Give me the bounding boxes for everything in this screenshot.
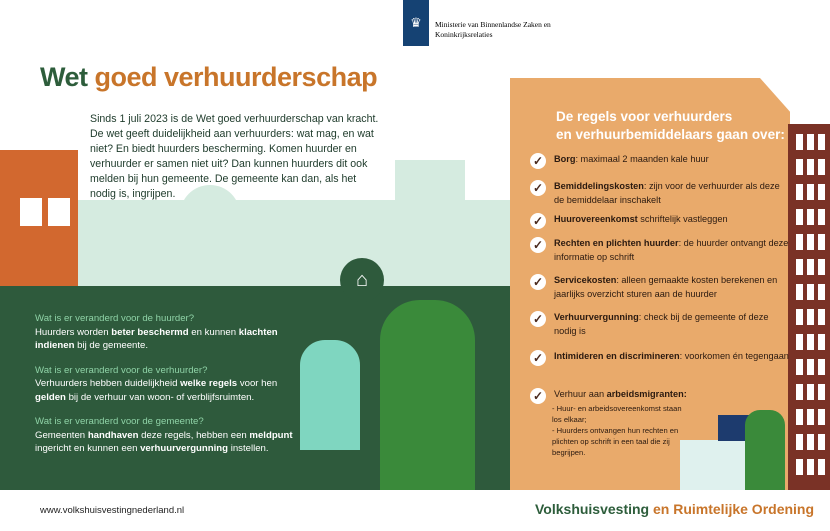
crest-icon: ♛ <box>403 0 429 46</box>
answer <box>35 429 295 456</box>
intro-text: Sinds 1 juli 2023 is de Wet goed verhuurderschap van kracht. De wet geeft duidelijkheid aan verhuurders: wat mag, en wat niet? En biedt huurders bescherming. Komen huurder en verhuurder er samen niet uit? Dan kunnen huurders dit ook melden bij hun gemeente. De gemeente kan dan, als het nodig is, ingrijpen. <box>90 113 379 200</box>
answer-bold: verhuurvergunning <box>140 443 229 454</box>
qa-block-gemeente <box>35 415 295 456</box>
building-window <box>807 234 814 250</box>
rule-rest: : voorkomen én tegengaan <box>679 351 789 361</box>
rule-text <box>554 388 687 404</box>
building-window <box>807 409 814 425</box>
answer-bold: gelden <box>35 391 66 403</box>
rule-rest: : alleen gemaakte kosten berekenen en jaarlijks overzicht sturen aan de huurder <box>554 275 778 299</box>
building-window <box>818 459 825 475</box>
answer-bold: klachten indienen <box>35 326 278 351</box>
rules-heading-line2: en verhuurbemiddelaars gaan over: <box>556 127 785 142</box>
rule-text <box>554 213 728 229</box>
rule-rest: schriftelijk vastleggen <box>637 214 728 224</box>
checkmark-icon: ✓ <box>530 153 546 169</box>
people-illustration <box>380 300 475 490</box>
house-window <box>48 198 70 226</box>
building-window <box>796 134 803 150</box>
building-window <box>807 259 814 275</box>
answer-text: Gemeenten <box>35 429 88 441</box>
brand-part2: en Ruimtelijke Ordening <box>649 501 815 517</box>
answer-text: en kunnen <box>188 326 239 338</box>
skyline-tower <box>395 160 465 290</box>
rule-item <box>530 311 790 338</box>
rule-text <box>554 237 790 264</box>
question: Wat is er veranderd voor de verhuurder? <box>35 364 208 376</box>
rule-rest: : check bij de gemeente of deze nodig is <box>554 312 769 336</box>
title-part2: goed verhuurderschap <box>87 62 378 92</box>
answer-text: ingericht en kunnen een <box>35 443 141 454</box>
checkmark-icon: ✓ <box>530 180 546 196</box>
ministry-logo <box>403 0 585 46</box>
building-window <box>796 309 803 325</box>
building-window <box>807 309 814 325</box>
footer-brand <box>535 501 814 517</box>
qa-block-huurder <box>35 312 295 353</box>
rule-text <box>554 274 790 301</box>
house-hands-icon: ⌂ <box>340 258 384 302</box>
rule-item <box>530 350 790 366</box>
answer-bold: beter beschermd <box>111 326 189 338</box>
question: Wat is er veranderd voor de gemeente? <box>35 416 204 427</box>
answer-text: voor hen <box>237 378 278 389</box>
rule-text <box>554 311 790 338</box>
building-window <box>796 359 803 375</box>
building-window <box>807 184 814 200</box>
question: Wat is er veranderd voor de huurder? <box>35 313 195 324</box>
qa-section <box>35 312 295 467</box>
building-window <box>796 459 803 475</box>
rule-bold: arbeidsmigranten: <box>606 389 687 399</box>
building-window <box>796 209 803 225</box>
building-window <box>818 384 825 400</box>
building-window <box>818 334 825 350</box>
answer-text: deze regels, hebben een <box>138 429 250 441</box>
building-window <box>796 259 803 275</box>
building-window <box>818 259 825 275</box>
building-window <box>796 234 803 250</box>
building-window <box>807 209 814 225</box>
skyline-shape <box>180 185 240 285</box>
building-window <box>818 434 825 450</box>
building-window <box>818 409 825 425</box>
qa-block-verhuurder <box>35 364 295 405</box>
answer-text: bij de gemeente. <box>74 340 149 351</box>
building-window <box>818 234 825 250</box>
rule-item <box>530 388 790 404</box>
rules-heading <box>556 108 785 144</box>
title-part1: Wet <box>40 62 88 92</box>
answer <box>35 326 295 353</box>
building-window <box>818 209 825 225</box>
answer-text: Huurders worden <box>35 326 112 338</box>
rule-item <box>530 180 790 207</box>
rule-bold: Verhuurvergunning <box>554 312 639 322</box>
building-window <box>796 409 803 425</box>
answer-bold: welke regels <box>180 378 238 389</box>
building-window <box>818 184 825 200</box>
building-window <box>796 434 803 450</box>
rule-text <box>554 350 789 366</box>
answer-text: instellen. <box>228 443 269 454</box>
answer-text: bij de verhuur van woon- of verblijfsruimten. <box>65 391 255 403</box>
building-window <box>807 134 814 150</box>
building-window <box>818 359 825 375</box>
rules-heading-line1: De regels voor verhuurders <box>556 109 733 124</box>
building-window <box>818 309 825 325</box>
building-window <box>796 334 803 350</box>
checkmark-icon: ✓ <box>530 237 546 253</box>
checkmark-icon: ✓ <box>530 350 546 366</box>
rule-bold: Huurovereenkomst <box>554 214 638 224</box>
building-window <box>807 384 814 400</box>
website-link[interactable]: www.volkshuisvestingnederland.nl <box>40 505 185 516</box>
answer <box>35 377 295 404</box>
building-window <box>807 334 814 350</box>
brand-part1: Volkshuisvesting <box>535 501 650 517</box>
rule-bold: Intimideren en discrimineren <box>554 351 680 361</box>
rule-rest: : maximaal 2 maanden kale huur <box>575 154 709 164</box>
building-window <box>796 184 803 200</box>
house-window <box>20 198 42 226</box>
rule-bold: Servicekosten <box>554 275 617 285</box>
checkmark-icon: ✓ <box>530 311 546 327</box>
building-window <box>796 384 803 400</box>
answer-text: Verhuurders hebben duidelijkheid <box>35 378 181 389</box>
rule-item <box>530 153 790 169</box>
building-window <box>818 134 825 150</box>
people-illustration <box>300 340 360 450</box>
building-window <box>796 159 803 175</box>
rule-text <box>554 153 709 169</box>
rule-rest: : de huurder ontvangt deze informatie op schrift <box>554 238 789 262</box>
building-window <box>807 284 814 300</box>
checkmark-icon: ✓ <box>530 388 546 404</box>
building-window <box>818 159 825 175</box>
building-window <box>818 284 825 300</box>
building-window <box>807 459 814 475</box>
rule-subitem: - Huurders ontvangen hun rechten en plichten op schrift in een taal die zij begrijpen. <box>552 426 679 457</box>
ministry-name: Ministerie van Binnenlandse Zaken en Koninkrijksrelaties <box>435 20 551 39</box>
building-window <box>807 159 814 175</box>
answer-bold: meldpunt <box>249 429 293 441</box>
building-window <box>807 434 814 450</box>
checkmark-icon: ✓ <box>530 213 546 229</box>
rule-subitem: - Huur- en arbeidsovereenkomst staan los elkaar; <box>552 404 682 424</box>
rule-item <box>530 237 790 264</box>
page-title <box>40 62 377 93</box>
building-window <box>796 284 803 300</box>
rule-bold: Bemiddelingskosten <box>554 181 644 191</box>
checkmark-icon: ✓ <box>530 274 546 290</box>
building-window <box>807 359 814 375</box>
answer-bold: handhaven <box>87 429 139 441</box>
rule-item <box>530 274 790 301</box>
rule-rest: : zijn voor de verhuurder als deze de bemiddelaar inschakelt <box>554 181 780 205</box>
rule-bold: Borg <box>554 154 576 164</box>
rule-item <box>530 213 790 229</box>
building-illustration <box>788 124 830 490</box>
rule-bold: Rechten en plichten huurder <box>554 238 679 248</box>
rule-text <box>554 180 790 207</box>
person-illustration <box>745 410 785 490</box>
rule-pre: Verhuur aan <box>554 389 607 399</box>
